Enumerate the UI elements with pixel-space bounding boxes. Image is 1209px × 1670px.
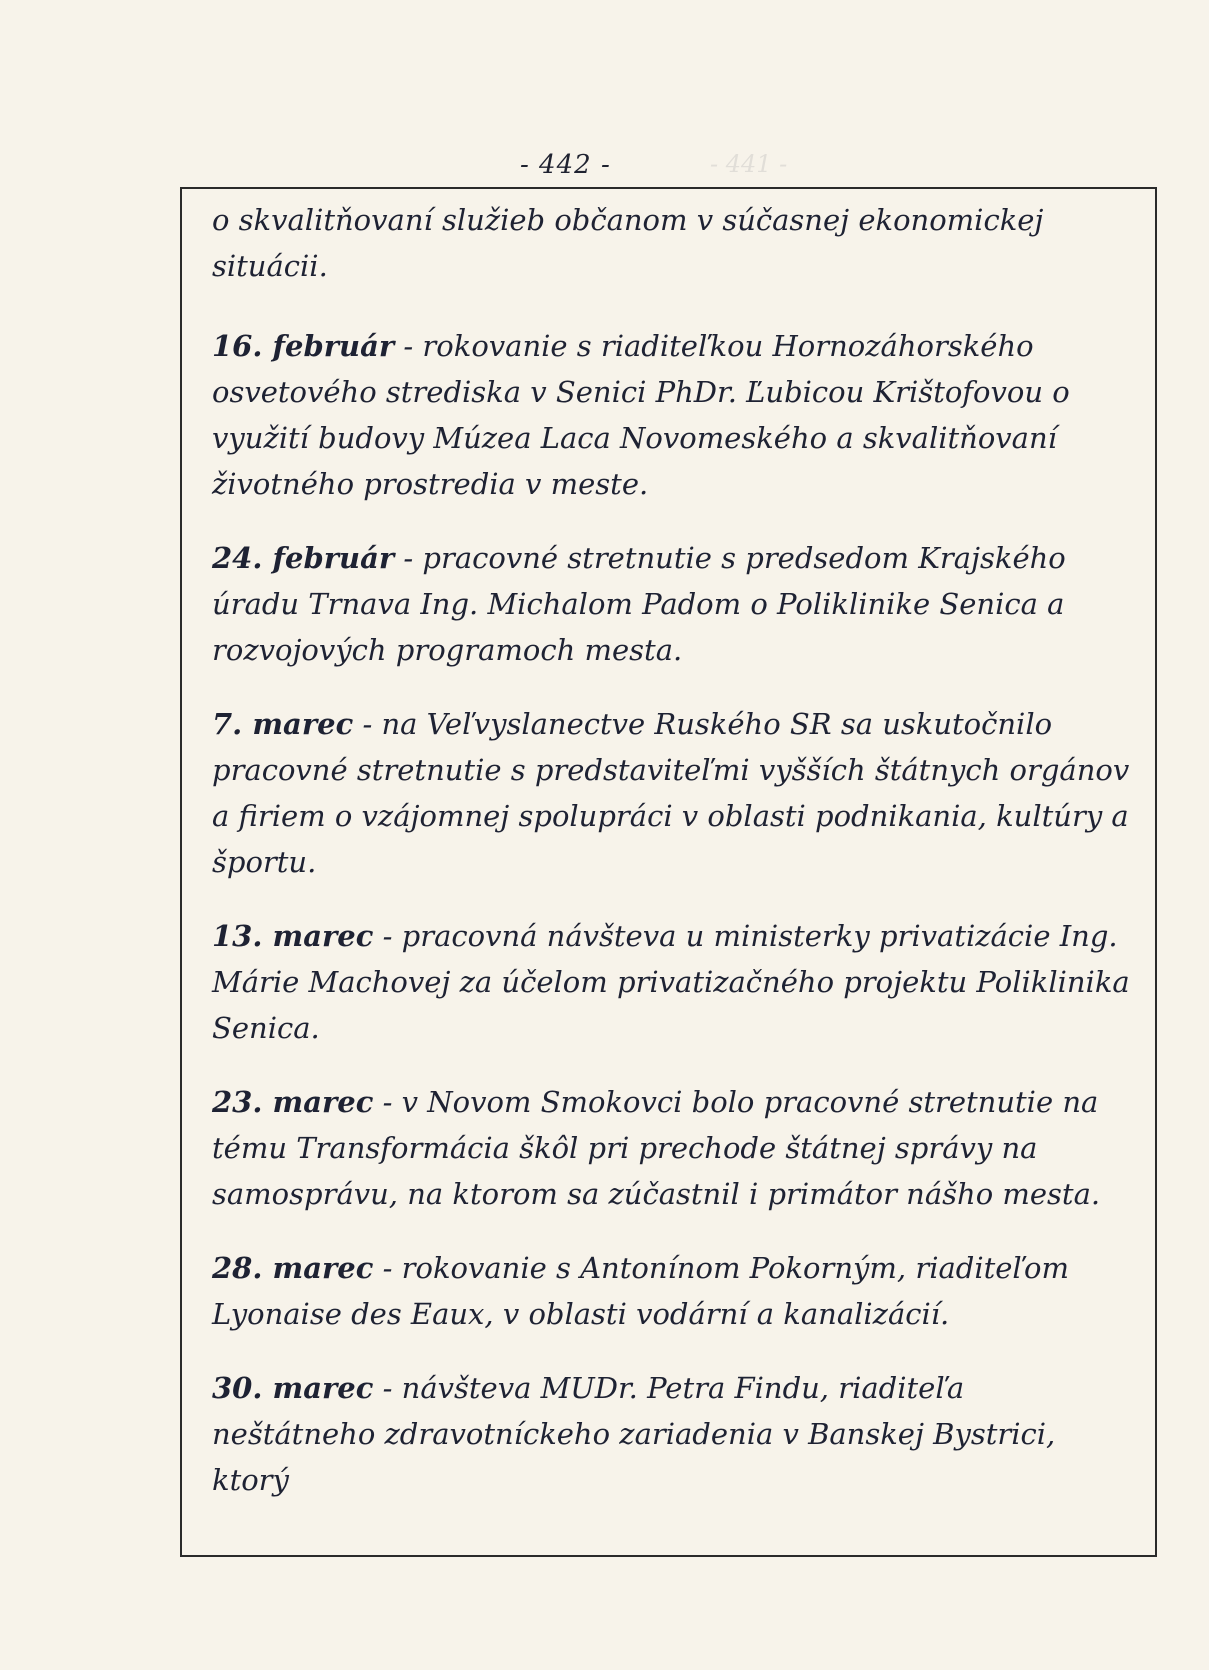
entry-text: - pracovná návšteva u ministerky privatizácie Ing. Márie Machovej za účelom privatizačného projektu Poliklinika Senica.: [212, 919, 1130, 1045]
entry-text: - návšteva MUDr. Petra Findu, riaditeľa neštátneho zdravotníckeho zariadenia v Banskej Bystrici, ktorý: [212, 1371, 1056, 1497]
page-number: - 442 -: [520, 150, 611, 180]
entry-23-march: [212, 1079, 1132, 1217]
entry-13-march: [212, 913, 1132, 1051]
entry-date: 28. marec: [212, 1251, 374, 1285]
bleed-through-number: - 441 -: [710, 150, 788, 178]
entry-text: - pracovné stretnutie s predsedom Krajského úradu Trnava Ing. Michalom Padom o Poliklinike Senica a rozvojových programoch mesta.: [212, 541, 1066, 667]
entry-text: - rokovanie s riaditeľkou Hornozáhorského osvetového strediska v Senici PhDr. Ľubicou Krištofovou o využití budovy Múzea Laca Novomeského a skvalitňovaní životného prostredia v meste.: [212, 329, 1070, 501]
chronicle-entries: [212, 197, 1132, 1531]
entry-date: 7. marec: [212, 707, 354, 741]
entry-date: 24. február: [212, 541, 395, 575]
entry-date: 13. marec: [212, 919, 374, 953]
entry-date: 30. marec: [212, 1371, 374, 1405]
entry-28-march: [212, 1245, 1132, 1337]
entry-24-february: [212, 535, 1132, 673]
entry-16-february: [212, 323, 1132, 507]
text-frame: [180, 187, 1157, 1557]
entry-continuation: o skvalitňovaní služieb občanom v súčasnej ekonomickej situácii.: [212, 203, 1044, 283]
entry-30-march: [212, 1365, 1132, 1503]
entry-text: - rokovanie s Antonínom Pokorným, riaditeľom Lyonaise des Eaux, v oblasti vodární a kanalizácií.: [212, 1251, 1069, 1331]
entry-7-march: [212, 701, 1132, 885]
entry-date: 16. február: [212, 329, 395, 363]
entry-text: - na Veľvyslanectve Ruského SR sa uskutočnilo pracovné stretnutie s predstaviteľmi vyšších štátnych orgánov a firiem o vzájomnej spolupráci v oblasti podnikania, kultúry a športu.: [212, 707, 1130, 879]
entry-text: - v Novom Smokovci bolo pracovné stretnutie na tému Transformácia škôl pri prechode štátnej správy na samosprávu, na ktorom sa zúčastnil i primátor nášho mesta.: [212, 1085, 1101, 1211]
entry-date: 23. marec: [212, 1085, 374, 1119]
